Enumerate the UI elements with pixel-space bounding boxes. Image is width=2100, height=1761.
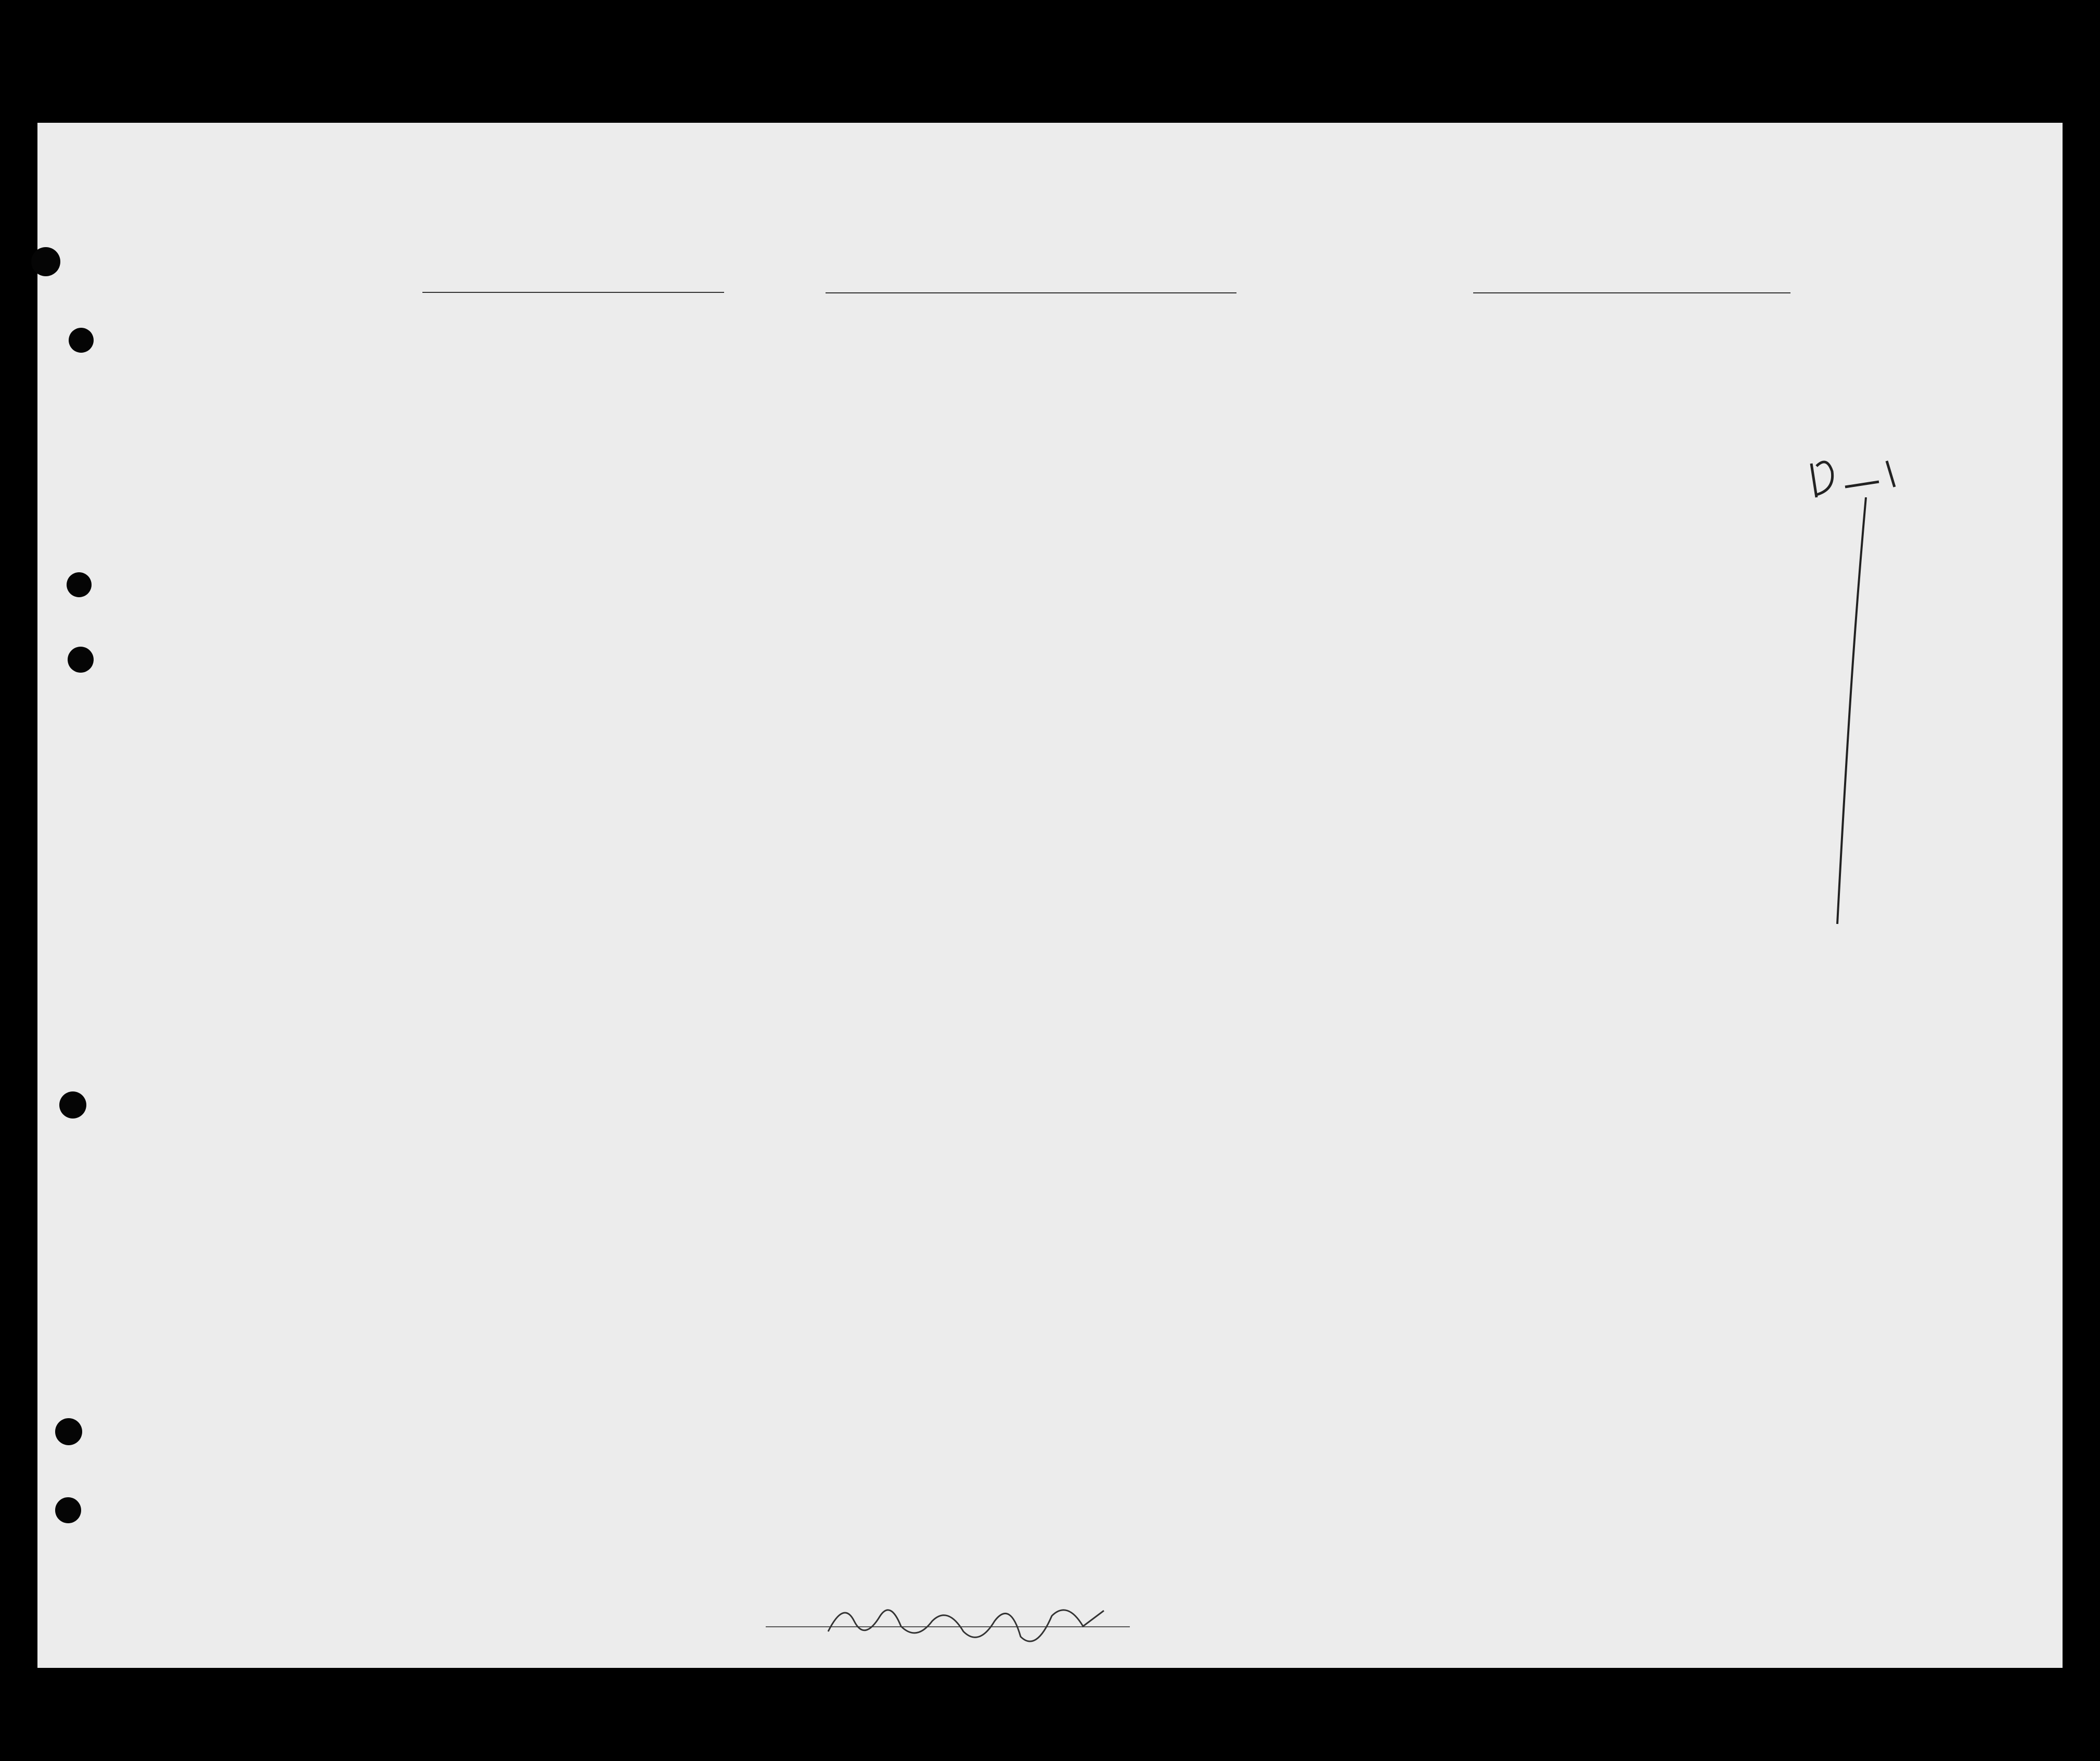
arrival-field <box>826 268 1236 293</box>
col-3-header <box>246 351 589 357</box>
col-14-header <box>1454 351 1501 362</box>
vessel-name-field <box>422 270 724 293</box>
col-5-header <box>668 351 808 355</box>
col-13-header <box>1405 351 1452 362</box>
col-12-header <box>1314 351 1402 362</box>
binder-hole <box>69 328 94 353</box>
binder-hole <box>31 247 60 276</box>
inspector-mark <box>1796 440 1952 986</box>
col-9-header <box>1125 351 1171 362</box>
binder-hole <box>55 1418 82 1445</box>
inspector-bracket-line <box>1837 497 1866 924</box>
inspector-signature <box>813 1590 1135 1657</box>
binder-hole <box>67 572 92 597</box>
inspector-initials-stroke <box>1811 461 1895 497</box>
col-17-header <box>1770 351 1915 354</box>
binder-hole <box>59 1091 86 1119</box>
binder-hole <box>55 1497 81 1523</box>
manifest-sheet <box>37 123 2063 1668</box>
col-11-header <box>1223 351 1312 362</box>
from-port-field <box>1473 268 1790 293</box>
col-6-header <box>810 351 977 355</box>
signature-stroke <box>828 1610 1104 1641</box>
binder-hole <box>68 647 94 673</box>
col-10-header <box>1174 351 1221 362</box>
